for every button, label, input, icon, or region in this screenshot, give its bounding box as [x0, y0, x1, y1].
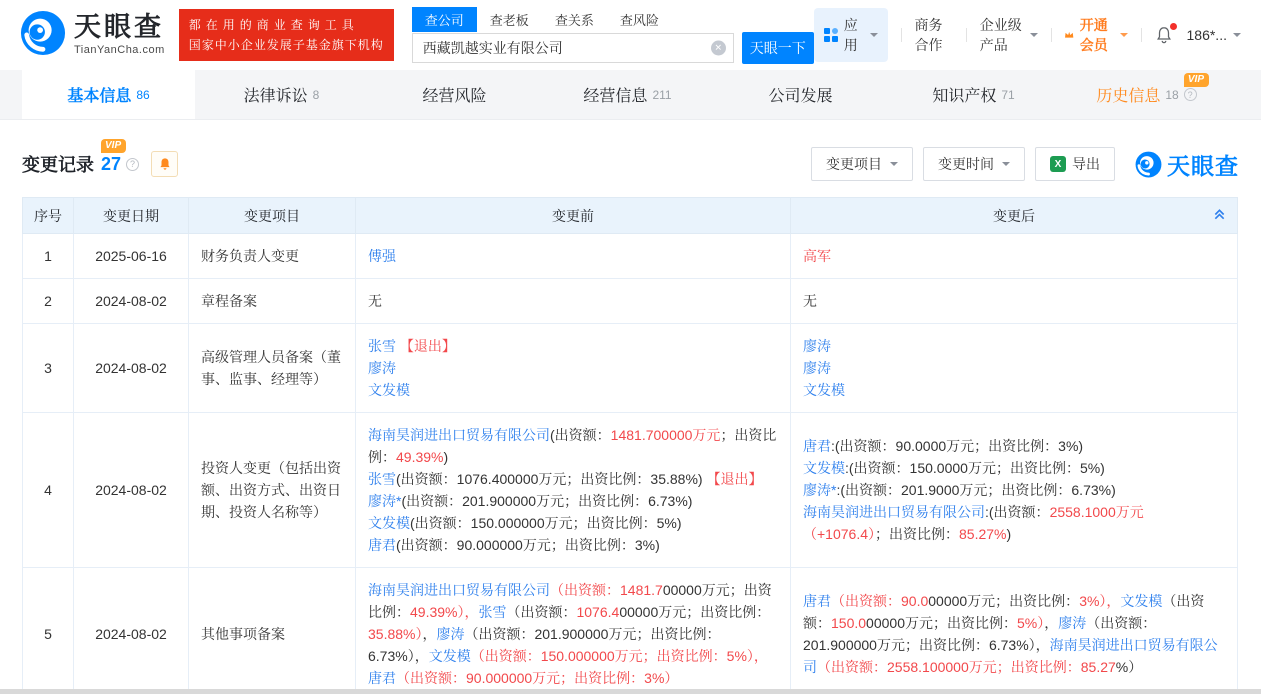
search-tab-boss[interactable]: 查老板 — [489, 12, 529, 28]
cell-line — [368, 534, 778, 556]
entity-link[interactable]: 文发模 — [368, 515, 410, 531]
row-date-cell: 2025-06-16 — [74, 234, 189, 279]
cell-text: （出资额： — [506, 604, 577, 620]
cell-text: 35.88%） — [368, 626, 423, 642]
row-after-cell — [791, 324, 1238, 413]
col-header-index: 序号 — [23, 198, 74, 234]
vip-menu[interactable] — [1064, 15, 1127, 55]
row-index-cell: 1 — [23, 234, 74, 279]
vip-badge: VIP — [101, 139, 126, 153]
entity-link[interactable]: 海南昊润进出口贸易有限公司 — [803, 504, 985, 520]
entity-link[interactable]: 文发模 — [368, 382, 410, 398]
account-menu[interactable] — [1187, 27, 1241, 43]
cell-text: （出资额：2558.100000万元；出资比例：85.27 — [817, 659, 1116, 675]
chevron-down-icon — [1030, 33, 1038, 41]
excel-icon: X — [1050, 156, 1066, 172]
cell-text: ) — [1006, 526, 1012, 542]
nav-tab-count: 71 — [1001, 87, 1015, 102]
cell-text: 3%）， — [1079, 593, 1121, 609]
chevron-down-icon — [870, 33, 878, 41]
cell-line — [368, 490, 778, 512]
row-date-cell: 2024-08-02 — [74, 279, 189, 324]
entity-link[interactable]: 文发模 — [1120, 593, 1163, 609]
cell-text: 高军 — [803, 248, 831, 264]
table-row — [23, 279, 1238, 324]
row-date-cell: 2024-08-02 — [74, 413, 189, 568]
entity-link[interactable]: 文发模 — [803, 382, 845, 398]
row-date-cell: 2024-08-02 — [74, 568, 189, 694]
nav-tab-4[interactable] — [714, 70, 887, 119]
entity-link[interactable]: 廖涛* — [368, 493, 402, 509]
nav-tab-label: 基本信息 — [67, 88, 132, 105]
bell-orange-icon — [158, 157, 172, 171]
cell-text: (出资额：1076.400000万元；出资比例：35.88%) — [396, 471, 703, 487]
nav-tab-label: 法律诉讼 — [243, 88, 308, 105]
col-header-item: 变更项目 — [189, 198, 356, 234]
nav-tab-5[interactable] — [887, 70, 1060, 119]
cell-text: 2558.1000万元（+1076.4） — [803, 504, 1144, 542]
entity-link[interactable]: 廖涛 — [368, 360, 396, 376]
cell-text: ， — [422, 626, 437, 642]
cell-line — [368, 290, 778, 312]
entity-link[interactable]: 廖涛* — [803, 482, 837, 498]
chevron-down-icon — [1233, 33, 1241, 41]
crown-icon — [1064, 28, 1074, 42]
export-button[interactable]: X 导出 — [1035, 147, 1115, 181]
cell-line — [368, 357, 778, 379]
cell-text: :(出资额：150.0000万元；出资比例：5%) — [845, 460, 1105, 476]
notification-dot — [1170, 23, 1177, 30]
row-date-cell: 2024-08-02 — [74, 324, 189, 413]
cell-text: (出资额：201.900000万元；出资比例：6.73%) — [401, 493, 693, 509]
table-row — [23, 568, 1238, 694]
nav-tab-label: 知识产权 — [932, 88, 997, 105]
promo-badge — [179, 9, 394, 62]
table-row — [23, 324, 1238, 413]
help-icon[interactable]: ? — [1184, 88, 1197, 101]
cell-text: （出资额：201.900000万元；出资比例：6.73%）， — [368, 626, 721, 664]
row-after-cell — [791, 279, 1238, 324]
nav-tab-3[interactable] — [541, 70, 714, 119]
cell-text: 49.39%）， — [410, 604, 479, 620]
cell-text: 1076.4 — [576, 604, 620, 620]
promo-line2: 国家中小企业发展子基金旗下机构 — [188, 38, 384, 52]
nav-tab-2[interactable] — [368, 70, 541, 119]
nav-tab-count: 8 — [312, 87, 320, 102]
entity-link[interactable]: 唐君 — [368, 537, 396, 553]
entity-link[interactable]: 张雪 — [368, 471, 396, 487]
section-count: VIP 27 — [101, 154, 121, 175]
cell-text: %） — [1115, 659, 1143, 675]
cell-line — [803, 501, 1225, 545]
col-header-date: 变更日期 — [74, 198, 189, 234]
cell-line — [803, 435, 1225, 457]
cell-line — [803, 457, 1225, 479]
filter-change-item-button[interactable]: 变更项目 — [811, 147, 913, 181]
row-item-cell: 章程备案 — [189, 279, 356, 324]
row-index-cell: 2 — [23, 279, 74, 324]
bottom-divider — [0, 689, 1261, 694]
cell-text: :(出资额：90.0000万元；出资比例：3%) — [831, 438, 1084, 454]
chevron-down-icon — [1002, 162, 1010, 170]
search-button[interactable]: 天眼一下 — [742, 32, 814, 64]
cell-text: 【退出】 — [396, 338, 456, 354]
cell-text: （出资额：1481.7 — [550, 582, 663, 598]
notifications-button[interactable] — [1155, 26, 1173, 44]
top-bar — [0, 0, 1261, 70]
cell-text: 【退出】 — [702, 471, 763, 487]
cell-line — [368, 512, 778, 534]
cell-line — [368, 379, 778, 401]
nav-tab-1[interactable] — [195, 70, 368, 119]
search-tab-company[interactable]: 查公司 — [412, 7, 477, 32]
cell-line — [803, 590, 1225, 678]
collapse-icon[interactable] — [1212, 207, 1227, 225]
cell-text: (出资额：150.000000万元；出资比例：5%) — [410, 515, 682, 531]
row-before-cell — [356, 234, 791, 279]
nav-tab-count: 211 — [652, 87, 672, 102]
nav-tab-0[interactable] — [22, 70, 195, 119]
table-body — [23, 234, 1238, 694]
entity-link[interactable]: 唐君 — [803, 438, 831, 454]
section-title: 变更记录 — [22, 155, 94, 175]
row-index-cell: 3 — [23, 324, 74, 413]
search-tab-relation[interactable]: 查关系 — [554, 12, 594, 28]
watermark-text: 天眼查 — [1167, 152, 1239, 179]
cell-text: 00000万元；出资比例： — [928, 593, 1080, 609]
row-item-cell: 其他事项备案 — [189, 568, 356, 694]
cell-text: 5%） — [1016, 615, 1045, 631]
nav-tab-label: 公司发展 — [768, 88, 833, 105]
row-after-cell — [791, 413, 1238, 568]
col-header-before: 变更前 — [356, 198, 791, 234]
cell-text: (出资额：90.000000万元；出资比例：3%) — [396, 537, 660, 553]
cell-text: 00000万元；出资比例： — [866, 615, 1017, 631]
cell-line — [368, 424, 778, 468]
chevron-down-icon — [890, 162, 898, 170]
entity-link[interactable]: 唐君 — [803, 593, 831, 609]
enterprise-menu[interactable] — [980, 15, 1038, 55]
change-record-table — [22, 197, 1238, 694]
subscribe-bell-button[interactable] — [151, 151, 178, 177]
cell-text: 00000万元；出资比例： — [368, 582, 772, 620]
row-before-cell — [356, 324, 791, 413]
entity-link[interactable]: 海南昊润进出口贸易有限公司 — [368, 427, 550, 443]
clear-search-icon[interactable]: ✕ — [711, 40, 726, 55]
vip-badge: VIP — [1184, 73, 1209, 87]
table-header-row — [23, 198, 1238, 234]
entity-link[interactable]: 廖涛 — [436, 626, 465, 642]
cell-text: 00000万元；出资比例： — [619, 604, 771, 620]
brand-domain: TianYanCha.com — [74, 44, 165, 56]
change-record-header — [22, 139, 1239, 181]
cell-line — [368, 579, 778, 689]
cell-text: (出资额： — [550, 427, 611, 443]
nav-tab-6[interactable] — [1060, 70, 1233, 119]
cell-text: 无 — [368, 293, 382, 309]
row-item-cell: 高级管理人员备案（董事、监事、经理等） — [189, 324, 356, 413]
brand-name: 天眼查 — [74, 12, 164, 42]
cell-text: ) — [443, 449, 449, 465]
row-index-cell: 5 — [23, 568, 74, 694]
cell-line — [368, 335, 778, 357]
entity-link[interactable]: 廖涛 — [803, 360, 831, 376]
help-icon[interactable]: ? — [126, 158, 139, 171]
apps-grid-icon — [824, 28, 838, 42]
nav-tab-label: 历史信息 — [1096, 88, 1161, 105]
logo-swirl-icon — [20, 10, 66, 61]
account-phone: 186*... — [1186, 27, 1227, 43]
watermark-logo — [1135, 148, 1239, 181]
cell-text: ；出资比例： — [368, 427, 777, 465]
cell-line — [368, 245, 778, 267]
entity-link[interactable]: 傅强 — [368, 248, 396, 264]
col-header-after: 变更后 — [791, 198, 1238, 234]
row-before-cell — [356, 279, 791, 324]
row-after-cell — [791, 568, 1238, 694]
cell-text: :(出资额： — [985, 504, 1050, 520]
apps-menu[interactable] — [814, 8, 888, 62]
cell-text: 1481.700000万元 — [610, 427, 721, 443]
cell-line — [803, 479, 1225, 501]
cell-text: （出资额：90.0 — [831, 593, 929, 609]
cell-line — [803, 335, 1225, 357]
company-nav-tabs — [0, 70, 1261, 120]
cell-text: 150.0 — [831, 615, 867, 631]
cell-text: 85.27% — [959, 526, 1007, 542]
row-index-cell: 4 — [23, 413, 74, 568]
cell-line — [368, 468, 778, 490]
nav-tab-count: 18 — [1165, 87, 1179, 102]
cell-line — [803, 357, 1225, 379]
filter-change-time-button[interactable]: 变更时间 — [923, 147, 1025, 181]
cell-line — [803, 245, 1225, 267]
cell-text: （出资额：150.000000万元；出资比例：5%）， — [470, 648, 768, 664]
search-tabs — [412, 7, 814, 32]
cell-line — [803, 290, 1225, 312]
cell-text: :(出资额：201.9000万元；出资比例：6.73%) — [836, 482, 1116, 498]
table-row — [23, 234, 1238, 279]
cooperation-link[interactable]: 商务合作 — [914, 17, 943, 53]
divider — [901, 28, 902, 42]
entity-link[interactable]: 海南昊润进出口贸易有限公司 — [368, 582, 550, 598]
row-after-cell — [791, 234, 1238, 279]
nav-tab-label: 经营信息 — [583, 88, 648, 105]
entity-link[interactable]: 文发模 — [428, 648, 471, 664]
entity-link[interactable]: 张雪 — [478, 604, 507, 620]
entity-link[interactable]: 唐君 — [368, 670, 396, 686]
promo-line1: 都在用的商业查询工具 — [188, 17, 359, 32]
vip-label: 开通会员 — [1079, 17, 1108, 53]
row-item-cell: 财务负责人变更 — [189, 234, 356, 279]
table-row — [23, 413, 1238, 568]
row-before-cell — [356, 568, 791, 694]
apps-label: 应用 — [843, 17, 858, 53]
cell-text: （出资额： — [803, 593, 1205, 631]
entity-link[interactable]: 张雪 — [368, 338, 396, 354]
search-tab-risk[interactable]: 查风险 — [619, 12, 659, 28]
nav-tab-label: 经营风险 — [422, 88, 487, 105]
search-input[interactable] — [412, 33, 734, 63]
cell-text: （出资额：201.900000万元；出资比例：6.73%）， — [803, 615, 1157, 653]
entity-link[interactable]: 海南昊润进出口贸易有限公司 — [803, 637, 1218, 675]
entity-link[interactable]: 廖涛 — [803, 338, 831, 354]
top-menu — [814, 8, 1241, 62]
cell-text: （出资额：90.000000万元；出资比例：3%） — [396, 670, 679, 686]
nav-tab-count: 86 — [136, 87, 150, 102]
cell-text: ， — [1044, 615, 1059, 631]
cell-line — [803, 379, 1225, 401]
cell-text: ；出资比例： — [875, 526, 959, 542]
row-before-cell — [356, 413, 791, 568]
search-area — [412, 7, 814, 64]
row-item-cell: 投资人变更（包括出资额、出资方式、出资日期、投资人名称等） — [189, 413, 356, 568]
enterprise-label: 企业级产品 — [979, 17, 1022, 53]
chevron-down-icon — [1120, 33, 1128, 41]
entity-link[interactable]: 文发模 — [803, 460, 845, 476]
entity-link[interactable]: 廖涛 — [1058, 615, 1087, 631]
cell-text: 无 — [803, 293, 817, 309]
divider — [1051, 28, 1052, 42]
divider — [1141, 28, 1142, 42]
divider — [966, 28, 967, 42]
cell-text: 49.39% — [396, 449, 444, 465]
logo-swirl-icon — [1135, 151, 1162, 178]
tianyancha-logo[interactable] — [20, 10, 165, 61]
